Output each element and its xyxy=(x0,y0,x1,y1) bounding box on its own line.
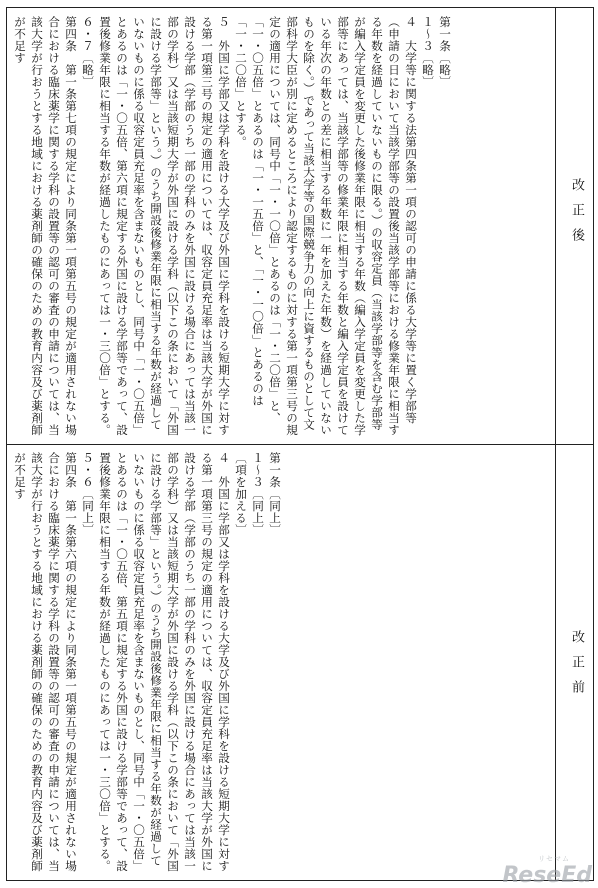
after-text-cell xyxy=(11,16,551,438)
watermark-sub: リセマム xyxy=(538,855,570,863)
label-before: 改正前 xyxy=(569,630,584,705)
comparison-table xyxy=(6,7,594,881)
label-after: 改正後 xyxy=(569,178,584,253)
before-text-cell xyxy=(11,452,551,876)
after-text: 第一条〔略〕 １～３〔略〕 ４ 大学等に関する法第四条第一項の認可の申請に係る大学等に置く学部等（申請の日において当該学部等の設置後当該学部等における修業年限に相当する年数を経過していないものに限る。）の収容定員（当該学部等を含む学部等が編入学定員を変更した後修業年限に相当する年数（編入学定員を変更した学部等にあっては、当該学部等の修業年限に相当する年数と編入学定員を設けている年次の年数との差に相当する年数に一年を加えた年数）を経過していないものを除く。）であって当該大学等の国際競争力の向上に資するものとして文部科学大臣が別に定めるところにより認定するものに対する第一項第三号の規定の適用については、同号中「一・一〇倍」とあるのは「一・二〇倍」と、「一・〇五倍」とあるのは「一・一五倍」と、「一・一〇倍」とあるのは「一・二〇倍」とする。 ５ 外国に学部又は学科を設ける大学及び外国に学科を設ける短期大学に対する第一項第三号の規定の適用については、収容定員充足率は当該大学が外国に設ける学部（学部のうち一部の学科のみを外国に設ける場合にあっては当該一部の学科）又は当該短期大学が外国に設ける学科（以下この条において「外国に設ける学部等」という。）のうち開設後修業年限に相当する年数が経過していないものに係る収容定員充足率を含まないものとし、同号中「一・〇五倍」とあるのは「一・〇五倍、第六項に規定する外国に設ける学部等であって、設置後修業年限に相当する年数が経過したものにあっては一・三〇倍」とする。 ６・７〔略〕 第四条 第一条第七項の規定により同条第一項第五号の規定が適用されない場合における臨床薬学に関する学科の設置等の認可の審査の申請については、当該大学が行おうとする地域における薬剤師の確保のための教育内容及び薬剤師が不足す xyxy=(13,16,452,436)
watermark-text: ReseEd xyxy=(502,863,592,888)
before-text: 第一条〔同上〕 １～３〔同上〕 〔項を加える〕 ４ 外国に学部又は学科を設ける大学及び外国に学科を設ける短期大学に対する第一項第三号の規定の適用については、収容定員充足率は当該大学が外国に設ける学部（学部のうち一部の学科のみを外国に設ける場合にあっては当該一部の学科）又は当該短期大学が外国に設ける学科（以下この条において「外国に設ける学部等」という。）のうち開設後修業年限に相当する年数が経過していないものに係る収容定員充足率を含まないものとし、同号中「一・〇五倍」とあるのは「一・〇五倍、第五項に規定する外国に設ける学部等であって、設置後修業年限に相当する年数が経過したものにあっては一・三〇倍」とする。 ５・６〔同上〕 第四条 第一条第六項の規定により同条第一項第五号の規定が適用されない場合における臨床薬学に関する学科の設置等の認可の審査の申請については、当該大学が行おうとする地域における薬剤師の確保のための教育内容及び薬剤師が不足す xyxy=(13,452,282,872)
label-cell-before xyxy=(555,444,595,880)
resemom-logo xyxy=(492,856,592,888)
label-cell-after xyxy=(555,8,595,444)
row-divider xyxy=(7,444,593,445)
